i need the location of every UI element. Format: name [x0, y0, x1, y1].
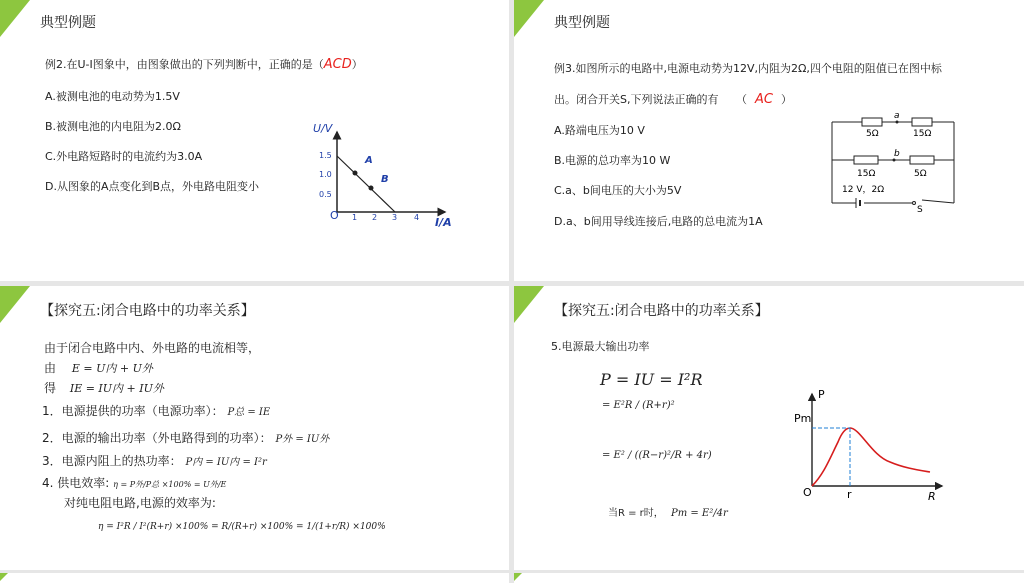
slide-accent-triangle [0, 573, 8, 581]
pure-resistance-line: 对纯电阻电路,电源的效率为: [64, 496, 216, 510]
slide-3[interactable] [0, 286, 509, 570]
y-axis-label: U/V [313, 122, 333, 135]
item-2-text: 2．电源的输出功率（外电路得到的功率）： [42, 431, 272, 445]
switch-pivot [913, 202, 916, 205]
resistor-r2 [912, 118, 932, 126]
node-a-label: a [894, 111, 900, 121]
item-3 [42, 452, 267, 469]
r-tick-label: r [847, 488, 852, 501]
x-tick-label: 4 [414, 213, 420, 222]
condition-text: 当R = r时， [608, 508, 664, 519]
source-label: 12 V，2Ω [842, 185, 885, 195]
item-2 [42, 429, 329, 446]
slide-title: 典型例题 [554, 15, 610, 31]
r2-label: 15Ω [913, 129, 932, 139]
ui-graph [310, 118, 460, 233]
point-b-dot [369, 186, 374, 191]
y-tick-label: 1.0 [319, 170, 332, 179]
node-b-label: b [894, 149, 900, 159]
power-main-eq: P = IU = I²R [600, 370, 703, 389]
intro-line: 由于闭合电路中内、外电路的电流相等， [44, 341, 261, 355]
answer-text: AC [754, 92, 773, 107]
x-axis-label: I/A [435, 216, 452, 229]
option-a: A.被测电池的电动势为1.5V [45, 90, 180, 103]
point-b-label: B [381, 174, 389, 185]
slide-accent-triangle [0, 286, 30, 323]
x-tick-label: 3 [392, 213, 398, 222]
option-c: C.a、b间电压的大小为5V [554, 184, 682, 197]
circuit-diagram [824, 108, 974, 218]
item-1-eq: P总 = IE [227, 407, 271, 418]
question-close: ） [351, 58, 363, 71]
option-c: C.外电路短路时的电流约为3.0A [45, 150, 203, 163]
r4-label: 5Ω [914, 169, 927, 179]
power-curve [812, 428, 930, 486]
point-a-label: A [365, 155, 373, 166]
slide-2[interactable] [514, 0, 1024, 281]
resistor-r4 [910, 156, 934, 164]
max-condition [608, 504, 728, 519]
power-resistance-graph [792, 386, 952, 506]
option-d: D.a、b间用导线连接后,电路的总电流为1A [554, 215, 763, 228]
power-step-2: = E² / ((R−r)²/R + 4r) [602, 450, 712, 461]
r3-label: 15Ω [857, 169, 876, 179]
item-4-eq: η = P外/P总 ×100% = U外/E [113, 480, 227, 489]
slide-accent-triangle [514, 286, 544, 323]
question-line-2 [554, 91, 792, 107]
subtitle: 5.电源最大输出功率 [551, 340, 650, 353]
slide-1[interactable] [0, 0, 509, 281]
question-stem: 例2.在U-I图象中，由图象做出的下列判断中，正确的是（ [45, 58, 324, 71]
answer-text: ACD [323, 57, 352, 72]
origin-label: O [803, 486, 812, 499]
question-stem: 出。闭合开关S,下列说法正确的有 [554, 93, 719, 106]
condition-eq: Pm = E²/4r [670, 508, 728, 519]
slide-accent-triangle [514, 573, 522, 581]
item-1 [42, 402, 270, 419]
option-a: A.路端电压为10 V [554, 124, 645, 137]
y-tick-label: 1.5 [319, 151, 332, 160]
resistor-r1 [862, 118, 882, 126]
x-tick-label: 2 [372, 213, 378, 222]
option-d: D.从图象的A点变化到B点，外电路电阻变小 [45, 180, 260, 193]
slide-title: 【探究五:闭合电路中的功率关系】 [554, 303, 769, 319]
question-text [45, 56, 363, 72]
y-tick-label: 0.5 [319, 190, 332, 199]
equation-e: E = U内 + U外 [71, 362, 153, 375]
slide-accent-triangle [514, 0, 544, 37]
slide-6-partial[interactable] [514, 573, 1024, 583]
label-de: 得 [44, 381, 57, 395]
resistor-r3 [854, 156, 878, 164]
power-step-1: = E²R / (R+r)² [602, 400, 675, 411]
item-3-text: 3．电源内阻上的热功率： [42, 454, 182, 468]
pm-label: Pm [794, 412, 812, 425]
slide-5-partial[interactable] [0, 573, 509, 583]
option-b: B.被测电池的内电阻为2.0Ω [45, 120, 181, 133]
question-line-1: 例3.如图所示的电路中,电源电动势为12V,内阻为2Ω,四个电阻的阻值已在图中标 [554, 62, 942, 75]
eq-row-1 [44, 359, 153, 376]
efficiency-equation: η = I²R / I²(R+r) ×100% = R/(R+r) ×100% = 1/(1+r/R) ×100% [98, 522, 386, 532]
item-4-text: 4. 供电效率: [42, 476, 110, 490]
option-b: B.电源的总功率为10 W [554, 154, 671, 167]
item-3-eq: P内 = IU内 = I²r [185, 457, 267, 468]
item-2-eq: P外 = IU外 [275, 434, 330, 445]
item-4 [42, 474, 226, 491]
equation-ie: IE = IU内 + IU外 [69, 382, 164, 395]
slide-4[interactable] [514, 286, 1024, 570]
slide-title: 【探究五:闭合电路中的功率关系】 [40, 303, 255, 319]
r1-label: 5Ω [866, 129, 879, 139]
x-tick-label: 1 [352, 213, 358, 222]
eq-row-2 [44, 379, 164, 396]
answer-close: ） [780, 93, 792, 106]
slide-title: 典型例题 [40, 15, 96, 31]
switch-label: S [917, 205, 923, 215]
label-you: 由 [44, 361, 57, 375]
p-axis-label: P [818, 388, 825, 401]
answer-open: （ [735, 93, 747, 106]
r-axis-label: R [928, 490, 936, 503]
slide-accent-triangle [0, 0, 30, 37]
item-1-text: 1．电源提供的功率（电源功率）： [42, 404, 224, 418]
point-a-dot [353, 171, 358, 176]
origin-label: O [330, 209, 339, 222]
